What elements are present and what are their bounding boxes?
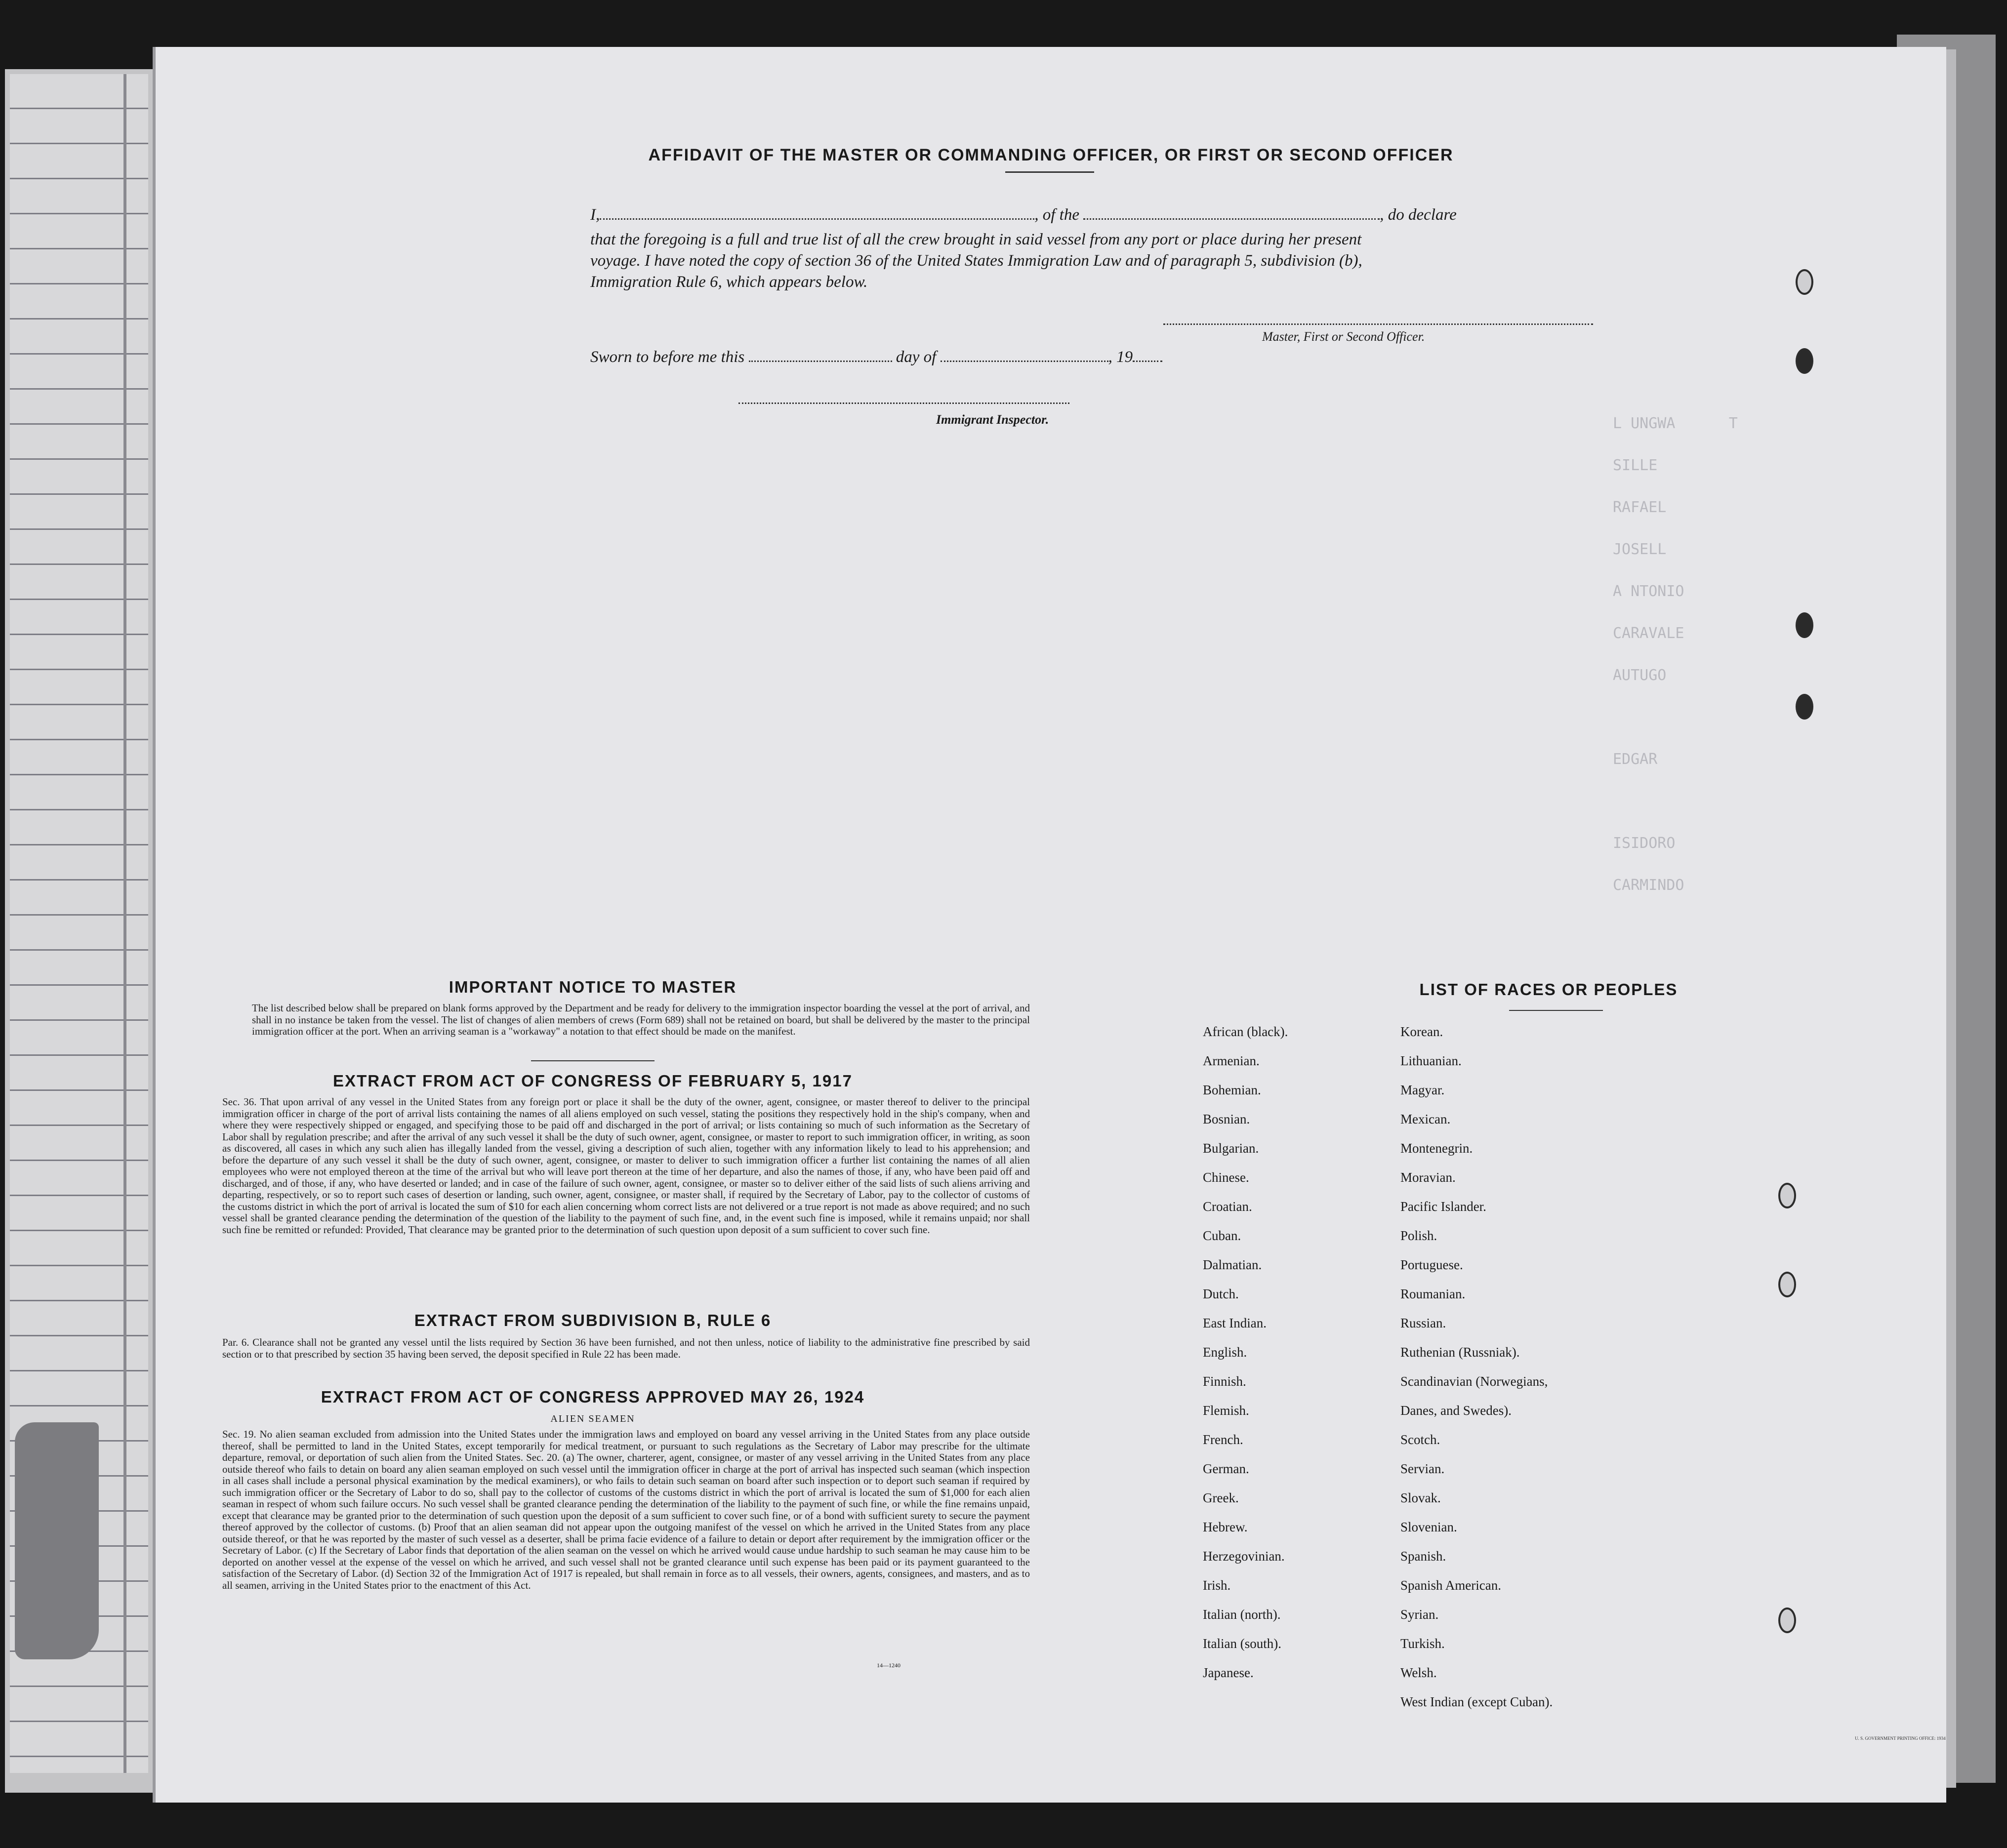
declaration-line-3: voyage. I have noted the copy of section 36 of the United States Immigration Law and of paragraph 5, subdivision (b), xyxy=(590,252,1362,270)
declaration-line-4: Immigration Rule 6, which appears below. xyxy=(590,273,868,291)
race-item: Slovak. xyxy=(1400,1490,1441,1505)
race-item: Bohemian. xyxy=(1203,1083,1261,1097)
sworn-text: Sworn to before me this xyxy=(590,348,745,366)
alien-seamen-subtitle: ALIEN SEAMEN xyxy=(550,1413,635,1424)
inspector-label: Immigrant Inspector. xyxy=(936,412,1049,427)
race-item: Herzegovinian. xyxy=(1203,1549,1285,1564)
vessel-blank[interactable] xyxy=(1083,214,1380,220)
race-item: German. xyxy=(1203,1461,1249,1476)
bleed-through-text: SILLE xyxy=(1613,457,1658,474)
race-item: Chinese. xyxy=(1203,1170,1249,1185)
punch-hole xyxy=(1796,269,1813,295)
race-item: Lithuanian. xyxy=(1400,1053,1462,1068)
race-item: Dutch. xyxy=(1203,1286,1239,1301)
races-left-column xyxy=(1203,1017,1288,1687)
race-item: French. xyxy=(1203,1432,1243,1447)
race-item: Slovenian. xyxy=(1400,1520,1457,1534)
bleed-through-text: AUTUGO xyxy=(1613,667,1667,684)
race-item: Pacific Islander. xyxy=(1400,1199,1486,1214)
race-item: Irish. xyxy=(1203,1578,1231,1593)
extract-1917-body: Sec. 36. That upon arrival of any vessel in the United States from any foreign port or place it shall be the duty of the owner, agent, consignee, or master thereof to deliver to the principal immigration officer in charge of the port of arrival lists containing the names of all aliens employed on such vessel, stating the positions they respectively hold in the ship's company, when and where they were respectively shipped or engaged, and specifying those to be paid off and discharged in the port of arrival; or lists containing so much of such information as the Secretary of Labor shall by regulation prescribe; and after the arrival of any such vessel it shall be the duty of such owner, agent, consignee, or master to report to such immigration officer, in writing, as soon as discovered, all cases in which any such alien has illegally landed from the vessel, giving a description of such alien, together with any information likely to lead to his apprehension; and before the departure of any such vessel it shall be the duty of such owner, agent, consignee, or master to deliver to such immigration officer a further list containing the names of all alien employees who were not employed thereon at the time of the arrival but who will leave port thereon at the time of her departure, and also the names of those, if any, who have been paid off and discharged, and of those, if any, who have deserted or landed; and in case of the failure of such owner, agent, consignee, or master so to deliver either of the said lists of such aliens arriving and departing, respectively, or so to report such cases of desertion or landing, such owner, agent, consignee, or master shall, if required by the Secretary of Labor, pay to the collector of customs of the customs district in which the port of arrival is located the sum of $10 for each alien concerning whom correct lists are not delivered or a true report is not made as above required; and no such vessel shall be granted clearance pending the determination of the question of the liability to the payment of such fine, and, in the event such fine is imposed, while it remains unpaid; nor shall such fine be remitted or refunded: Provided, That clearance may be granted prior to the determination of such question upon deposit of a sum sufficient to cover such fine. xyxy=(222,1096,1030,1236)
race-item: Russian. xyxy=(1400,1316,1446,1330)
punch-hole xyxy=(1796,348,1813,374)
bleed-through-text: EDGAR xyxy=(1613,751,1658,768)
race-item: Hebrew. xyxy=(1203,1520,1248,1534)
extract-1924-body: Sec. 19. No alien seaman excluded from admission into the United States under the immigration laws and employed on board any vessel arriving in the United States from any place outside thereof, shall be permitted to land in the United States, except temporarily for medical treatment, or pursuant to such regulations as the Secretary of Labor may prescribe for the ultimate departure, removal, or deportation of such alien from the United States. Sec. 20. (a) The owner, charterer, agent, consignee, or master of any vessel arriving in the United States from any place outside thereof who fails to detain on board any alien seaman employed on such vessel until the immigration officer in charge at the port of arrival has inspected such seaman (which inspection in all cases shall include a personal physical examination by the medical examiners), or who fails to detain such seaman on board after such inspection or to deport such seaman if required by such immigration officer or the Secretary of Labor to do so, shall pay to the collector of customs of the customs district in which the port of arrival is located the sum of $1,000 for each alien seaman in respect of whom such failure occurs. No such vessel shall be granted clearance pending the determination of the liability to the payment of such fine, or while the fine remains unpaid, except that clearance may be granted prior to the determination of such question upon the deposit of a sum sufficient to cover such fine, or of a bond with sufficient surety to secure the payment thereof approved by the collector of customs. (b) Proof that an alien seaman did not appear upon the outgoing manifest of the vessel on which he arrived in the United States from any place outside thereof, or that he was reported by the master of such vessel as a deserter, shall be prima facie evidence of a failure to detain or deport after requirement by the immigration officer or the Secretary of Labor. (c) If the Secretary of Labor finds that deportation of the alien seaman on the vessel on which he arrived would cause undue hardship to such seaman he may cause him to be deported on another vessel at the expense of the vessel on which he arrived, and such vessel shall not be granted clearance until such expense has been paid or its payment guaranteed to the satisfaction of the Secretary of Labor. (d) Section 32 of the Immigration Act of 1917 is repealed, but shall remain in force as to all vessels, their owners, agents, consignees, and masters, and as to all seamen, arriving in the United States prior to the enactment of this Act. xyxy=(222,1428,1030,1591)
inspector-signature-line[interactable] xyxy=(738,402,1069,404)
race-item: Korean. xyxy=(1400,1024,1443,1039)
torn-paper xyxy=(15,1422,99,1659)
title-rule xyxy=(1005,171,1094,173)
race-item: Italian (south). xyxy=(1203,1636,1281,1651)
bleed-through-text: CARAVALE xyxy=(1613,625,1684,642)
race-item: Bosnian. xyxy=(1203,1112,1250,1126)
race-item: Scandinavian (Norwegians, xyxy=(1400,1374,1548,1389)
race-item: Spanish. xyxy=(1400,1549,1446,1564)
bleed-through-text: L UNGWA T xyxy=(1613,415,1738,432)
race-item: West Indian (except Cuban). xyxy=(1400,1694,1553,1709)
section-rule xyxy=(531,1060,655,1061)
bleed-through-text: CARMINDO xyxy=(1613,877,1684,894)
race-item: Portuguese. xyxy=(1400,1257,1463,1272)
bleed-through-text: ISIDORO xyxy=(1613,835,1676,852)
race-item: Montenegrin. xyxy=(1400,1141,1473,1156)
races-right-column xyxy=(1400,1017,1553,1717)
form-number: 14—1240 xyxy=(877,1662,901,1669)
document-page xyxy=(156,47,1946,1803)
race-item: Scotch. xyxy=(1400,1432,1440,1447)
ledger-edge xyxy=(123,74,126,1773)
bleed-through-text: A NTONIO xyxy=(1613,583,1684,600)
rule6-body: Par. 6. Clearance shall not be granted any vessel until the lists required by Section 36 have been furnished, and not then unless, notice of liability to the administrative fine prescribed by said section or to that prescribed by section 35 having been served, the deposit specified in Rule 22 has been made. xyxy=(222,1336,1030,1360)
notice-title: IMPORTANT NOTICE TO MASTER xyxy=(449,978,737,996)
sworn-year-blank[interactable] xyxy=(1133,357,1162,362)
declaration-line-1 xyxy=(590,206,1633,224)
race-item: Croatian. xyxy=(1203,1199,1252,1214)
master-label: Master, First or Second Officer. xyxy=(1262,329,1425,344)
race-item: Ruthenian (Russniak). xyxy=(1400,1345,1520,1360)
affidavit-title: AFFIDAVIT OF THE MASTER OR COMMANDING OFFICER, OR FIRST OR SECOND OFFICER xyxy=(648,146,1454,164)
race-item: Spanish American. xyxy=(1400,1578,1501,1593)
race-item: Japanese. xyxy=(1203,1665,1254,1680)
declaration-of-the: , of the xyxy=(1034,206,1079,224)
declaration-i: I, xyxy=(590,206,600,224)
extract-1917-title: EXTRACT FROM ACT OF CONGRESS OF FEBRUARY 5, 1917 xyxy=(333,1072,853,1090)
race-item: Flemish. xyxy=(1203,1403,1249,1418)
race-item: East Indian. xyxy=(1203,1316,1267,1330)
race-item: Greek. xyxy=(1203,1490,1239,1505)
race-item: Moravian. xyxy=(1400,1170,1456,1185)
punch-hole xyxy=(1778,1607,1796,1633)
sworn-day-of: day of xyxy=(896,348,937,366)
race-item: Roumanian. xyxy=(1400,1286,1466,1301)
sworn-day-blank[interactable] xyxy=(749,357,892,362)
race-item: Danes, and Swedes). xyxy=(1400,1403,1512,1418)
punch-hole xyxy=(1778,1183,1796,1208)
punch-hole xyxy=(1796,694,1813,720)
race-item: Armenian. xyxy=(1203,1053,1260,1068)
printing-office: U. S. GOVERNMENT PRINTING OFFICE: 1934 xyxy=(1855,1736,1946,1741)
extract-1924-title: EXTRACT FROM ACT OF CONGRESS APPROVED MAY 26, 1924 xyxy=(321,1388,865,1406)
sworn-month-blank[interactable] xyxy=(941,357,1108,362)
race-item: Bulgarian. xyxy=(1203,1141,1259,1156)
race-item: Welsh. xyxy=(1400,1665,1437,1680)
race-item: Turkish. xyxy=(1400,1636,1445,1651)
rule6-title: EXTRACT FROM SUBDIVISION B, RULE 6 xyxy=(414,1311,772,1329)
races-title: LIST OF RACES OR PEOPLES xyxy=(1419,980,1678,999)
master-signature-line[interactable] xyxy=(1163,323,1593,325)
punch-hole xyxy=(1796,612,1813,638)
punch-hole xyxy=(1778,1272,1796,1297)
race-item: Syrian. xyxy=(1400,1607,1439,1622)
bleed-through-text: RAFAEL xyxy=(1613,499,1667,516)
races-rule xyxy=(1509,1010,1603,1011)
race-item: Mexican. xyxy=(1400,1112,1451,1126)
race-item: African (black). xyxy=(1203,1024,1288,1039)
sworn-line xyxy=(590,348,1162,366)
race-item: Servian. xyxy=(1400,1461,1445,1476)
notice-body: The list described below shall be prepared on blank forms approved by the Department and be ready for delivery to the immigration inspector boarding the vessel at the port of arrival, and shall in no instance be taken from the vessel. The list of changes of alien members of crews (Form 689) shall not be retained on board, but shall be delivered by the master to the principal immigration officer at the port. When an arriving seaman is a "workaway" a notation to that effect should be made on the manifest. xyxy=(252,1002,1030,1037)
race-item: Dalmatian. xyxy=(1203,1257,1262,1272)
name-blank[interactable] xyxy=(600,214,1034,220)
declaration-do-declare: , do declare xyxy=(1380,206,1457,224)
declaration-line-2: that the foregoing is a full and true list of all the crew brought in said vessel from any port or place during her present xyxy=(590,231,1362,248)
race-item: Polish. xyxy=(1400,1228,1437,1243)
race-item: Finnish. xyxy=(1203,1374,1246,1389)
bleed-through-text: JOSELL xyxy=(1613,541,1667,558)
race-item: Italian (north). xyxy=(1203,1607,1281,1622)
sworn-year-prefix: , 19 xyxy=(1108,348,1133,366)
race-item: Magyar. xyxy=(1400,1083,1445,1097)
race-item: Cuban. xyxy=(1203,1228,1241,1243)
race-item: English. xyxy=(1203,1345,1247,1360)
